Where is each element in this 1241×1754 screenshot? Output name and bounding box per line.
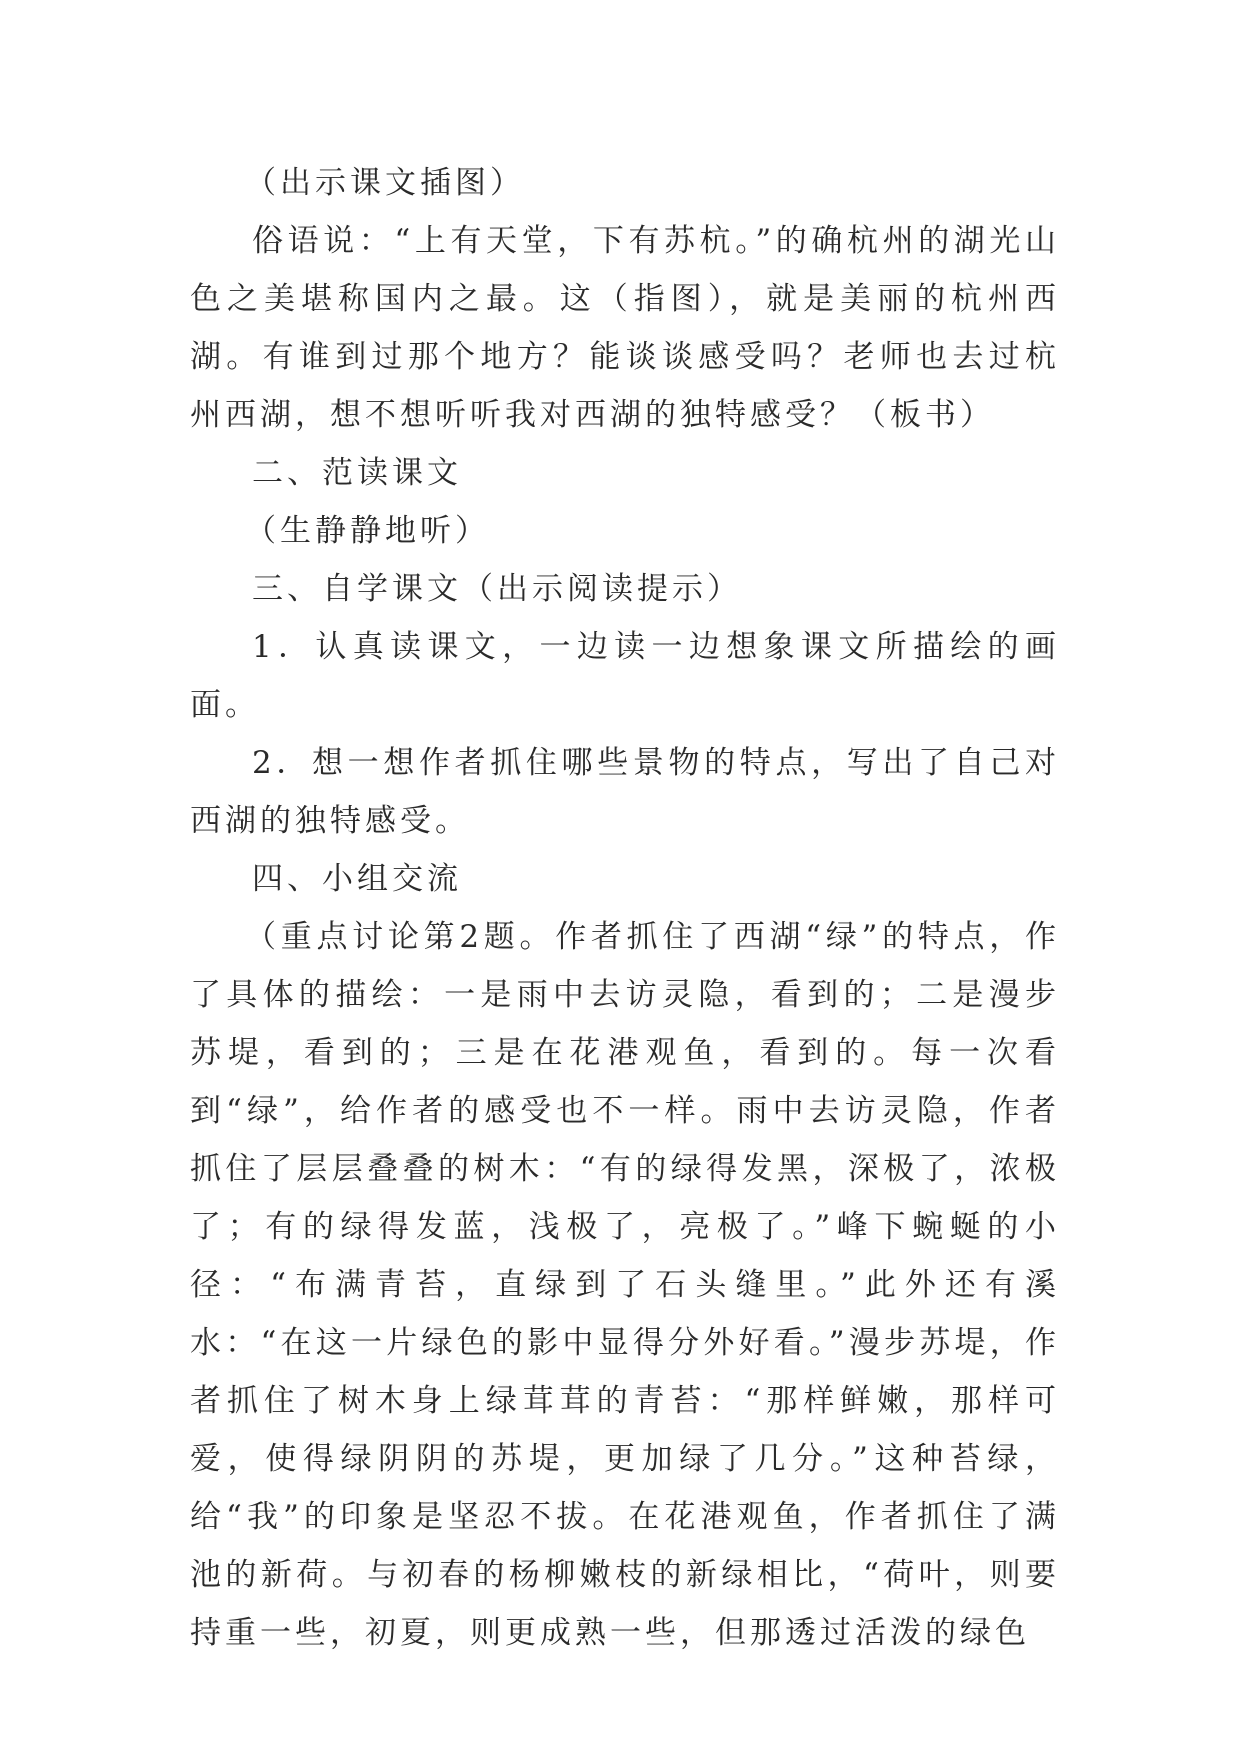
document-body: [190, 154, 1060, 1662]
section-heading-4: 四、小组交流: [252, 861, 462, 897]
list-item-1: 1．认真读课文，一边读一边想象课文所描绘的画面。: [190, 629, 1060, 723]
list-item-2: 2．想一想作者抓住哪些景物的特点，写出了自己对西湖的独特感受。: [190, 745, 1060, 839]
paragraph-intro: 俗语说：“上有天堂，下有苏杭。”的确杭州的湖光山色之美堪称国内之最。这（指图），就是美丽的杭州西湖。有谁到过那个地方？能谈谈感受吗？老师也去过杭州西湖，想不想听听我对西湖的独特感受？（板书）: [190, 223, 1060, 433]
paragraph-listen-note: （生静静地听）: [245, 513, 490, 549]
paragraph-illustration-note: （出示课文插图）: [245, 165, 525, 201]
section-heading-2: 二、范读课文: [252, 455, 462, 491]
section-heading-3: 三、自学课文（出示阅读提示）: [252, 571, 742, 607]
paragraph-discussion: （重点讨论第2题。作者抓住了西湖“绿”的特点，作了具体的描绘：一是雨中去访灵隐，看到的；二是漫步苏堤，看到的；三是在花港观鱼，看到的。每一次看到“绿”，给作者的感受也不一样。雨中去访灵隐，作者抓住了层层叠叠的树木：“有的绿得发黑，深极了，浓极了；有的绿得发蓝，浅极了，亮极了。”峰下蜿蜒的小径：“布满青苔，直绿到了石头缝里。”此外还有溪水：“在这一片绿色的影中显得分外好看。”漫步苏堤，作者抓住了树木身上绿茸茸的青苔：“那样鲜嫩，那样可爱，使得绿阴阴的苏堤，更加绿了几分。”这种苔绿，给“我”的印象是坚忍不拔。在花港观鱼，作者抓住了满池的新荷。与初春的杨柳嫩枝的新绿相比，“荷叶，则要持重一些，初夏，则更成熟一些，但那透过活泼的绿色: [190, 919, 1060, 1651]
